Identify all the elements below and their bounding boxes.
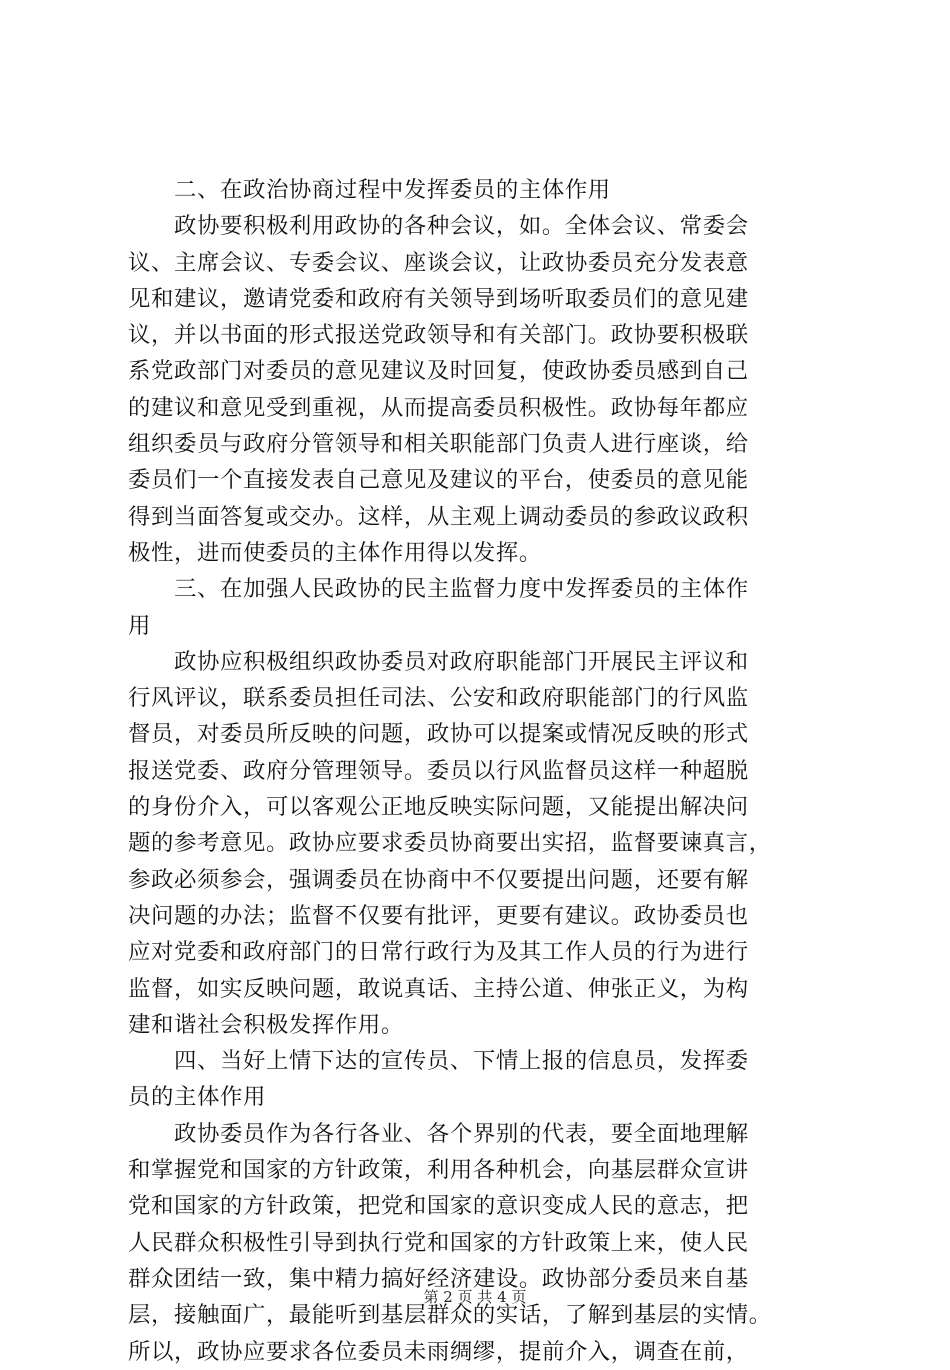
text-line: 见和建议，邀请党委和政府有关领导到场听取委员们的意见建 <box>128 285 749 312</box>
text-line: 组织委员与政府分管领导和相关职能部门负责人进行座谈，给 <box>128 431 749 458</box>
text-line: 用 <box>128 612 151 639</box>
text-line: 题的参考意见。政协应要求委员协商要出实招，监督要谏真言， <box>128 830 772 857</box>
text-line: 政协应积极组织政协委员对政府职能部门开展民主评议和 <box>128 648 749 675</box>
text-line: 政协要积极利用政协的各种会议，如。全体会议、常委会 <box>128 213 749 240</box>
text-line: 监督，如实反映问题，敢说真话、主持公道、伸张正义，为构 <box>128 975 749 1002</box>
text-line: 和掌握党和国家的方针政策，利用各种机会，向基层群众宣讲 <box>128 1157 749 1184</box>
text-line: 报送党委、政府分管理领导。委员以行风监督员这样一种超脱 <box>128 757 749 784</box>
text-line: 群众团结一致，集中精力搞好经济建设。政协部分委员来自基 <box>128 1265 749 1292</box>
text-line: 委员们一个直接发表自己意见及建议的平台，使委员的意见能 <box>128 467 749 494</box>
text-line: 督员，对委员所反映的问题，政协可以提案或情况反映的形式 <box>128 721 749 748</box>
text-line: 层，接触面广，最能听到基层群众的实话，了解到基层的实情。 <box>128 1302 772 1329</box>
document-body <box>128 172 840 1370</box>
text-line: 政协委员作为各行各业、各个界别的代表，要全面地理解 <box>128 1120 749 1147</box>
text-line: 二、在政治协商过程中发挥委员的主体作用 <box>128 177 611 203</box>
text-line: 的建议和意见受到重视，从而提高委员积极性。政协每年都应 <box>128 394 749 421</box>
text-line: 得到当面答复或交办。这样，从主观上调动委员的参政议政积 <box>128 503 749 530</box>
text-line: 四、当好上情下达的宣传员、下情上报的信息员，发挥委 <box>128 1048 749 1075</box>
text-line: 行风评议，联系委员担任司法、公安和政府职能部门的行风监 <box>128 685 749 712</box>
text-line: 议，并以书面的形式报送党政领导和有关部门。政协要积极联 <box>128 322 749 349</box>
text-line: 议、主席会议、专委会议、座谈会议，让政协委员充分发表意 <box>128 249 749 276</box>
text-line: 参政必须参会，强调委员在协商中不仅要提出问题，还要有解 <box>128 866 749 893</box>
text-line: 系党政部门对委员的意见建议及时回复，使政协委员感到自己 <box>128 358 749 385</box>
text-line: 所以，政协应要求各位委员未雨绸缪，提前介入，调查在前， <box>128 1338 749 1365</box>
text-line: 决问题的办法；监督不仅要有批评，更要有建议。政协委员也 <box>128 902 749 929</box>
text-line: 党和国家的方针政策，把党和国家的意识变成人民的意志，把 <box>128 1193 749 1220</box>
text-line: 极性，进而使委员的主体作用得以发挥。 <box>128 539 542 566</box>
text-line: 人民群众积极性引导到执行党和国家的方针政策上来，使人民 <box>128 1229 749 1256</box>
text-line: 应对党委和政府部门的日常行政行为及其工作人员的行为进行 <box>128 939 749 966</box>
text-line: 建和谐社会积极发挥作用。 <box>128 1011 404 1038</box>
page-number-footer: 第 2 页 共 4 页 <box>423 1288 527 1306</box>
text-line: 员的主体作用 <box>128 1084 266 1111</box>
text-line: 三、在加强人民政协的民主监督力度中发挥委员的主体作 <box>128 576 749 603</box>
text-line: 的身份介入，可以客观公正地反映实际问题，又能提出解决问 <box>128 794 749 821</box>
